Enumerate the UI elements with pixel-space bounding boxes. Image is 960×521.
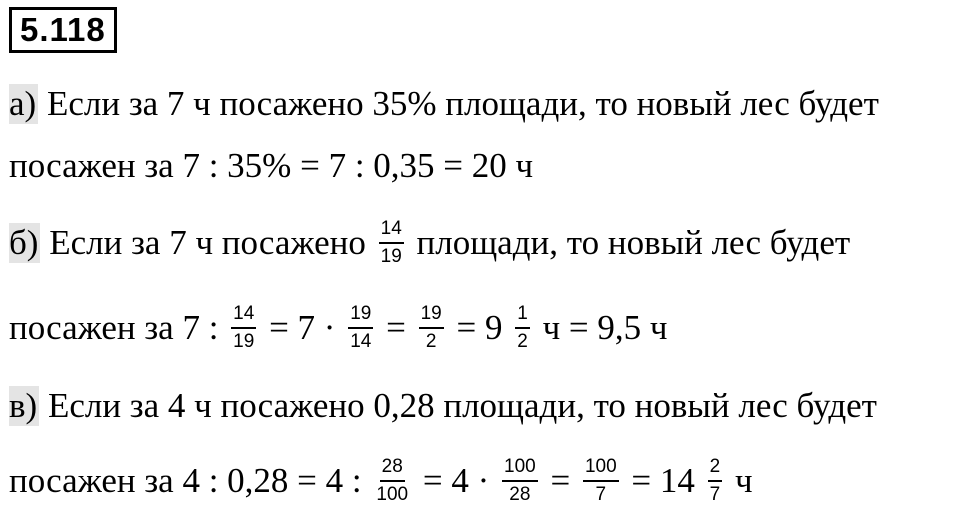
part-c-label: в) xyxy=(9,386,38,425)
fraction-denominator: 19 xyxy=(233,331,255,352)
fraction xyxy=(379,218,404,268)
part-a-text-1: Если за 7 ч посажено 35% площади, то новый лес будет xyxy=(38,84,879,123)
part-c-text-1: Если за 4 ч посажено 0,28 площади, то новый лес будет xyxy=(39,386,877,425)
part-a-label: а) xyxy=(9,84,37,123)
part-b-text-2c: = xyxy=(377,308,415,347)
fraction-numerator: 28 xyxy=(380,456,405,482)
fraction xyxy=(231,303,256,353)
fraction xyxy=(419,303,444,353)
part-b-text-2a: посажен за 7 : xyxy=(9,308,228,347)
part-b-label: б) xyxy=(9,223,39,262)
part-a-line-2 xyxy=(9,136,533,196)
fraction-numerator: 2 xyxy=(708,456,723,482)
part-c-text-2b: = 4 · xyxy=(414,461,498,500)
part-c-text-2c: = xyxy=(541,461,579,500)
fraction-denominator: 28 xyxy=(509,484,531,505)
part-b-text-1a: Если за 7 ч посажено xyxy=(40,223,375,262)
fraction xyxy=(708,456,723,506)
fraction-numerator: 1 xyxy=(515,303,530,329)
fraction xyxy=(502,456,538,506)
fraction-numerator: 14 xyxy=(231,303,256,329)
fraction xyxy=(583,456,619,506)
part-c-text-2e: ч xyxy=(726,461,753,500)
fraction-numerator: 14 xyxy=(379,218,404,244)
part-b-text-1b: площади, то новый лес будет xyxy=(407,223,851,262)
part-b-line-2 xyxy=(9,298,668,358)
fraction-numerator: 100 xyxy=(583,456,619,482)
part-c-text-2d: = 14 xyxy=(622,461,704,500)
fraction-numerator: 100 xyxy=(502,456,538,482)
part-b-line-1 xyxy=(9,213,850,273)
part-c-line-1 xyxy=(9,376,877,436)
part-a-text-2: посажен за 7 : 35% = 7 : 0,35 = 20 ч xyxy=(9,146,534,185)
part-c-line-2 xyxy=(9,451,753,511)
fraction-numerator: 19 xyxy=(348,303,373,329)
part-b-text-2e: ч = 9,5 ч xyxy=(533,308,668,347)
fraction-denominator: 7 xyxy=(709,484,721,505)
part-b-text-2b: = 7 · xyxy=(260,308,345,347)
part-c-text-2a: посажен за 4 : 0,28 = 4 : xyxy=(9,461,371,500)
fraction-denominator: 100 xyxy=(376,484,409,505)
fraction-denominator: 7 xyxy=(595,484,607,505)
part-a-line-1 xyxy=(9,74,879,134)
fraction-denominator: 14 xyxy=(350,331,372,352)
fraction xyxy=(348,303,373,353)
fraction xyxy=(374,456,410,506)
part-b-text-2d: = 9 xyxy=(447,308,512,347)
problem-number: 5.118 xyxy=(9,7,117,53)
fraction xyxy=(515,303,530,353)
fraction-denominator: 2 xyxy=(517,331,528,352)
fraction-denominator: 19 xyxy=(380,246,402,267)
fraction-numerator: 19 xyxy=(419,303,444,329)
fraction-denominator: 2 xyxy=(425,331,437,352)
